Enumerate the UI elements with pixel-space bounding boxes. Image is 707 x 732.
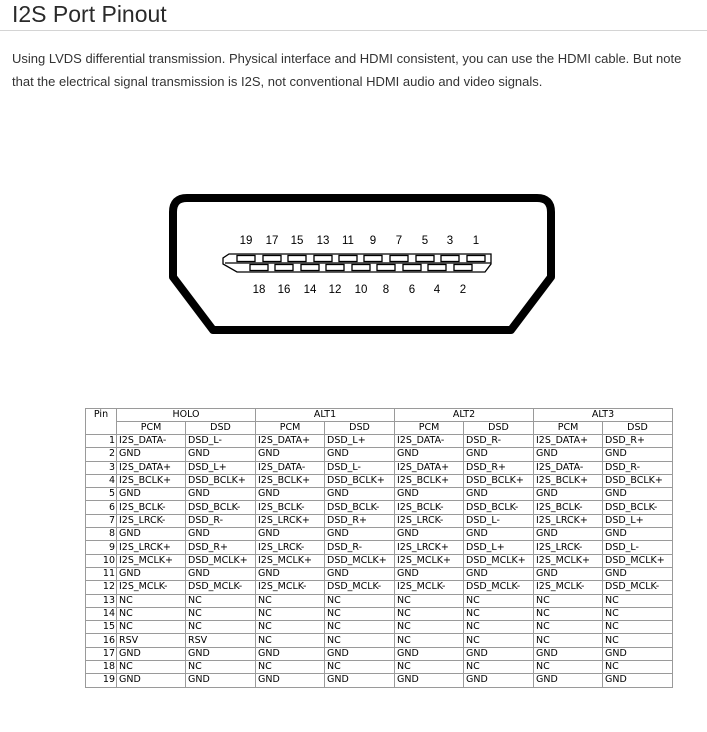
- signal-cell: GND: [256, 488, 325, 501]
- signal-cell: GND: [325, 528, 395, 541]
- signal-cell: GND: [464, 647, 534, 660]
- signal-cell: I2S_LRCK+: [395, 541, 464, 554]
- signal-cell: DSD_BCLK+: [186, 474, 256, 487]
- pin-number-cell: 17: [86, 647, 117, 660]
- signal-cell: NC: [395, 607, 464, 620]
- signal-cell: I2S_MCLK-: [256, 581, 325, 594]
- pin-number-cell: 12: [86, 581, 117, 594]
- signal-cell: NC: [186, 661, 256, 674]
- pin-number-cell: 4: [86, 474, 117, 487]
- format-subheader: PCM: [395, 422, 464, 435]
- signal-cell: NC: [117, 621, 186, 634]
- signal-cell: GND: [256, 647, 325, 660]
- table-row: [86, 674, 673, 687]
- signal-cell: GND: [395, 448, 464, 461]
- signal-cell: GND: [464, 448, 534, 461]
- signal-cell: I2S_LRCK-: [395, 514, 464, 527]
- signal-cell: GND: [256, 528, 325, 541]
- signal-cell: NC: [117, 607, 186, 620]
- signal-cell: GND: [117, 528, 186, 541]
- table-row: [86, 661, 673, 674]
- signal-cell: I2S_MCLK-: [395, 581, 464, 594]
- signal-cell: NC: [256, 634, 325, 647]
- signal-cell: RSV: [117, 634, 186, 647]
- signal-cell: I2S_DATA-: [256, 461, 325, 474]
- signal-cell: GND: [256, 567, 325, 580]
- signal-cell: NC: [325, 661, 395, 674]
- signal-cell: I2S_DATA+: [256, 435, 325, 448]
- signal-cell: I2S_MCLK-: [534, 581, 603, 594]
- signal-cell: I2S_DATA+: [395, 461, 464, 474]
- pin-number-cell: 3: [86, 461, 117, 474]
- signal-cell: GND: [464, 674, 534, 687]
- intro-paragraph: Using LVDS differential transmission. Physical interface and HDMI consistent, you can use the HDMI cable. But note that the electrical signal transmission is I2S, not conventional HDMI audio and video signals.: [12, 51, 682, 89]
- signal-cell: DSD_L+: [186, 461, 256, 474]
- table-row: [86, 621, 673, 634]
- signal-cell: I2S_BCLK-: [395, 501, 464, 514]
- format-subheader: PCM: [256, 422, 325, 435]
- signal-cell: DSD_L-: [186, 435, 256, 448]
- signal-cell: NC: [256, 607, 325, 620]
- pin-number-cell: 13: [86, 594, 117, 607]
- signal-cell: GND: [325, 674, 395, 687]
- signal-cell: GND: [603, 647, 673, 660]
- bottom-pin-labels: [253, 284, 467, 296]
- signal-cell: GND: [117, 448, 186, 461]
- signal-cell: I2S_DATA+: [117, 461, 186, 474]
- signal-cell: DSD_MCLK-: [186, 581, 256, 594]
- signal-cell: NC: [117, 661, 186, 674]
- signal-cell: GND: [325, 488, 395, 501]
- signal-cell: I2S_LRCK+: [117, 541, 186, 554]
- pin-column-header: Pin: [86, 409, 117, 435]
- signal-cell: GND: [256, 674, 325, 687]
- signal-cell: NC: [325, 594, 395, 607]
- table-row: [86, 647, 673, 660]
- signal-cell: NC: [395, 634, 464, 647]
- signal-cell: NC: [186, 594, 256, 607]
- signal-cell: DSD_L-: [325, 461, 395, 474]
- signal-cell: NC: [534, 661, 603, 674]
- signal-cell: GND: [395, 528, 464, 541]
- signal-cell: I2S_LRCK+: [534, 514, 603, 527]
- pin-number-cell: 19: [86, 674, 117, 687]
- signal-cell: GND: [186, 567, 256, 580]
- signal-cell: NC: [325, 621, 395, 634]
- signal-cell: GND: [534, 647, 603, 660]
- signal-cell: DSD_BCLK+: [325, 474, 395, 487]
- signal-cell: I2S_BCLK-: [534, 501, 603, 514]
- pin-number-label: 16: [277, 284, 291, 296]
- pinout-table: [85, 408, 673, 688]
- signal-cell: GND: [534, 674, 603, 687]
- signal-cell: NC: [534, 594, 603, 607]
- format-subheader: PCM: [117, 422, 186, 435]
- table-row: [86, 567, 673, 580]
- table-row: [86, 607, 673, 620]
- pin-number-cell: 10: [86, 554, 117, 567]
- signal-cell: GND: [464, 528, 534, 541]
- signal-cell: DSD_BCLK-: [464, 501, 534, 514]
- signal-cell: GND: [603, 674, 673, 687]
- signal-cell: GND: [325, 448, 395, 461]
- group-header: ALT3: [534, 409, 673, 422]
- signal-cell: I2S_MCLK+: [395, 554, 464, 567]
- signal-cell: DSD_L+: [325, 435, 395, 448]
- signal-cell: GND: [395, 567, 464, 580]
- signal-cell: NC: [603, 634, 673, 647]
- signal-cell: GND: [117, 567, 186, 580]
- pin-number-cell: 18: [86, 661, 117, 674]
- signal-cell: GND: [186, 647, 256, 660]
- signal-cell: NC: [256, 661, 325, 674]
- signal-cell: NC: [534, 621, 603, 634]
- signal-cell: GND: [603, 567, 673, 580]
- pin-number-cell: 14: [86, 607, 117, 620]
- table-row: [86, 541, 673, 554]
- signal-cell: DSD_MCLK+: [603, 554, 673, 567]
- table-row: [86, 461, 673, 474]
- signal-cell: DSD_R+: [325, 514, 395, 527]
- signal-cell: GND: [603, 448, 673, 461]
- signal-cell: DSD_MCLK-: [603, 581, 673, 594]
- signal-cell: DSD_R-: [186, 514, 256, 527]
- table-row: [86, 581, 673, 594]
- signal-cell: NC: [464, 634, 534, 647]
- signal-cell: I2S_BCLK+: [395, 474, 464, 487]
- pin-number-label: 2: [459, 284, 467, 296]
- signal-cell: I2S_DATA-: [395, 435, 464, 448]
- signal-cell: NC: [256, 621, 325, 634]
- signal-cell: I2S_MCLK+: [117, 554, 186, 567]
- title-divider: [0, 30, 707, 31]
- signal-cell: GND: [117, 674, 186, 687]
- signal-cell: NC: [256, 594, 325, 607]
- page-title: I2S Port Pinout: [12, 1, 167, 27]
- signal-cell: GND: [117, 488, 186, 501]
- format-subheader: PCM: [534, 422, 603, 435]
- signal-cell: I2S_BCLK+: [117, 474, 186, 487]
- pin-number-cell: 16: [86, 634, 117, 647]
- signal-cell: NC: [186, 607, 256, 620]
- pin-number-cell: 15: [86, 621, 117, 634]
- signal-cell: DSD_BCLK+: [603, 474, 673, 487]
- signal-cell: I2S_MCLK+: [256, 554, 325, 567]
- signal-cell: GND: [186, 674, 256, 687]
- signal-cell: DSD_L+: [603, 514, 673, 527]
- signal-cell: NC: [534, 634, 603, 647]
- pin-number-label: 10: [354, 284, 368, 296]
- pin-number-cell: 8: [86, 528, 117, 541]
- pin-number-cell: 9: [86, 541, 117, 554]
- signal-cell: DSD_R+: [603, 435, 673, 448]
- signal-cell: GND: [186, 528, 256, 541]
- pin-number-label: 12: [328, 284, 342, 296]
- signal-cell: NC: [603, 594, 673, 607]
- signal-cell: NC: [325, 634, 395, 647]
- signal-cell: GND: [395, 488, 464, 501]
- signal-cell: DSD_R-: [325, 541, 395, 554]
- signal-cell: I2S_DATA+: [534, 435, 603, 448]
- signal-cell: GND: [395, 647, 464, 660]
- signal-cell: DSD_R+: [464, 461, 534, 474]
- pin-number-label: 17: [265, 235, 279, 247]
- signal-cell: DSD_BCLK-: [186, 501, 256, 514]
- signal-cell: I2S_BCLK-: [256, 501, 325, 514]
- signal-cell: DSD_R-: [464, 435, 534, 448]
- signal-cell: NC: [603, 661, 673, 674]
- signal-cell: GND: [603, 528, 673, 541]
- signal-cell: GND: [186, 488, 256, 501]
- signal-cell: DSD_BCLK+: [464, 474, 534, 487]
- table-row: [86, 474, 673, 487]
- signal-cell: DSD_L-: [603, 541, 673, 554]
- pin-number-label: 18: [252, 284, 266, 296]
- pin-number-label: 9: [369, 235, 377, 247]
- pin-number-label: 5: [421, 235, 429, 247]
- signal-cell: I2S_MCLK+: [534, 554, 603, 567]
- table-row: [86, 488, 673, 501]
- table-row: [86, 634, 673, 647]
- pin-number-label: 6: [408, 284, 416, 296]
- signal-cell: NC: [395, 661, 464, 674]
- signal-cell: GND: [325, 647, 395, 660]
- signal-cell: NC: [464, 594, 534, 607]
- signal-cell: I2S_LRCK-: [117, 514, 186, 527]
- signal-cell: NC: [395, 594, 464, 607]
- signal-cell: DSD_R-: [603, 461, 673, 474]
- pin-number-label: 13: [316, 235, 330, 247]
- pin-number-cell: 7: [86, 514, 117, 527]
- signal-cell: GND: [395, 674, 464, 687]
- group-header: ALT1: [256, 409, 395, 422]
- pin-number-label: 3: [446, 235, 454, 247]
- signal-cell: GND: [117, 647, 186, 660]
- signal-cell: I2S_LRCK-: [256, 541, 325, 554]
- signal-cell: NC: [325, 607, 395, 620]
- pin-number-cell: 1: [86, 435, 117, 448]
- table-row: [86, 554, 673, 567]
- signal-cell: GND: [603, 488, 673, 501]
- signal-cell: I2S_DATA-: [534, 461, 603, 474]
- signal-cell: DSD_MCLK+: [464, 554, 534, 567]
- signal-cell: I2S_BCLK+: [256, 474, 325, 487]
- signal-cell: GND: [534, 528, 603, 541]
- pin-number-label: 4: [433, 284, 441, 296]
- format-subheader: DSD: [325, 422, 395, 435]
- signal-cell: NC: [464, 607, 534, 620]
- signal-cell: DSD_MCLK-: [325, 581, 395, 594]
- signal-cell: GND: [464, 488, 534, 501]
- pin-number-cell: 11: [86, 567, 117, 580]
- signal-cell: DSD_MCLK+: [186, 554, 256, 567]
- group-header: ALT2: [395, 409, 534, 422]
- signal-cell: NC: [186, 621, 256, 634]
- signal-cell: GND: [534, 567, 603, 580]
- pin-number-label: 7: [395, 235, 403, 247]
- pin-number-label: 1: [472, 235, 480, 247]
- signal-cell: I2S_MCLK-: [117, 581, 186, 594]
- signal-cell: GND: [256, 448, 325, 461]
- signal-cell: GND: [464, 567, 534, 580]
- format-subheader: DSD: [464, 422, 534, 435]
- signal-cell: NC: [395, 621, 464, 634]
- signal-cell: DSD_L+: [464, 541, 534, 554]
- signal-cell: I2S_BCLK-: [117, 501, 186, 514]
- table-row: [86, 435, 673, 448]
- signal-cell: DSD_BCLK-: [325, 501, 395, 514]
- signal-cell: NC: [117, 594, 186, 607]
- signal-cell: DSD_L-: [464, 514, 534, 527]
- pin-number-cell: 5: [86, 488, 117, 501]
- signal-cell: DSD_MCLK+: [325, 554, 395, 567]
- table-row: [86, 514, 673, 527]
- signal-cell: GND: [534, 488, 603, 501]
- signal-cell: DSD_R+: [186, 541, 256, 554]
- pin-number-cell: 2: [86, 448, 117, 461]
- signal-cell: NC: [603, 607, 673, 620]
- format-subheader: DSD: [186, 422, 256, 435]
- table-row: [86, 594, 673, 607]
- signal-cell: GND: [534, 448, 603, 461]
- table-row: [86, 528, 673, 541]
- signal-cell: I2S_BCLK+: [534, 474, 603, 487]
- pin-number-cell: 6: [86, 501, 117, 514]
- signal-cell: I2S_LRCK+: [256, 514, 325, 527]
- signal-cell: NC: [464, 661, 534, 674]
- signal-cell: NC: [603, 621, 673, 634]
- pin-number-label: 14: [303, 284, 317, 296]
- table-row: [86, 501, 673, 514]
- signal-cell: DSD_BCLK-: [603, 501, 673, 514]
- hdmi-connector-diagram: [167, 192, 557, 342]
- signal-cell: DSD_MCLK-: [464, 581, 534, 594]
- pin-number-label: 8: [382, 284, 390, 296]
- group-header: HOLO: [117, 409, 256, 422]
- signal-cell: NC: [464, 621, 534, 634]
- signal-cell: NC: [534, 607, 603, 620]
- signal-cell: I2S_LRCK-: [534, 541, 603, 554]
- signal-cell: RSV: [186, 634, 256, 647]
- format-subheader: DSD: [603, 422, 673, 435]
- signal-cell: GND: [186, 448, 256, 461]
- pin-number-label: 15: [290, 235, 304, 247]
- table-row: [86, 448, 673, 461]
- pin-number-label: 11: [342, 235, 354, 247]
- signal-cell: GND: [325, 567, 395, 580]
- signal-cell: I2S_DATA-: [117, 435, 186, 448]
- pin-number-label: 19: [239, 235, 253, 247]
